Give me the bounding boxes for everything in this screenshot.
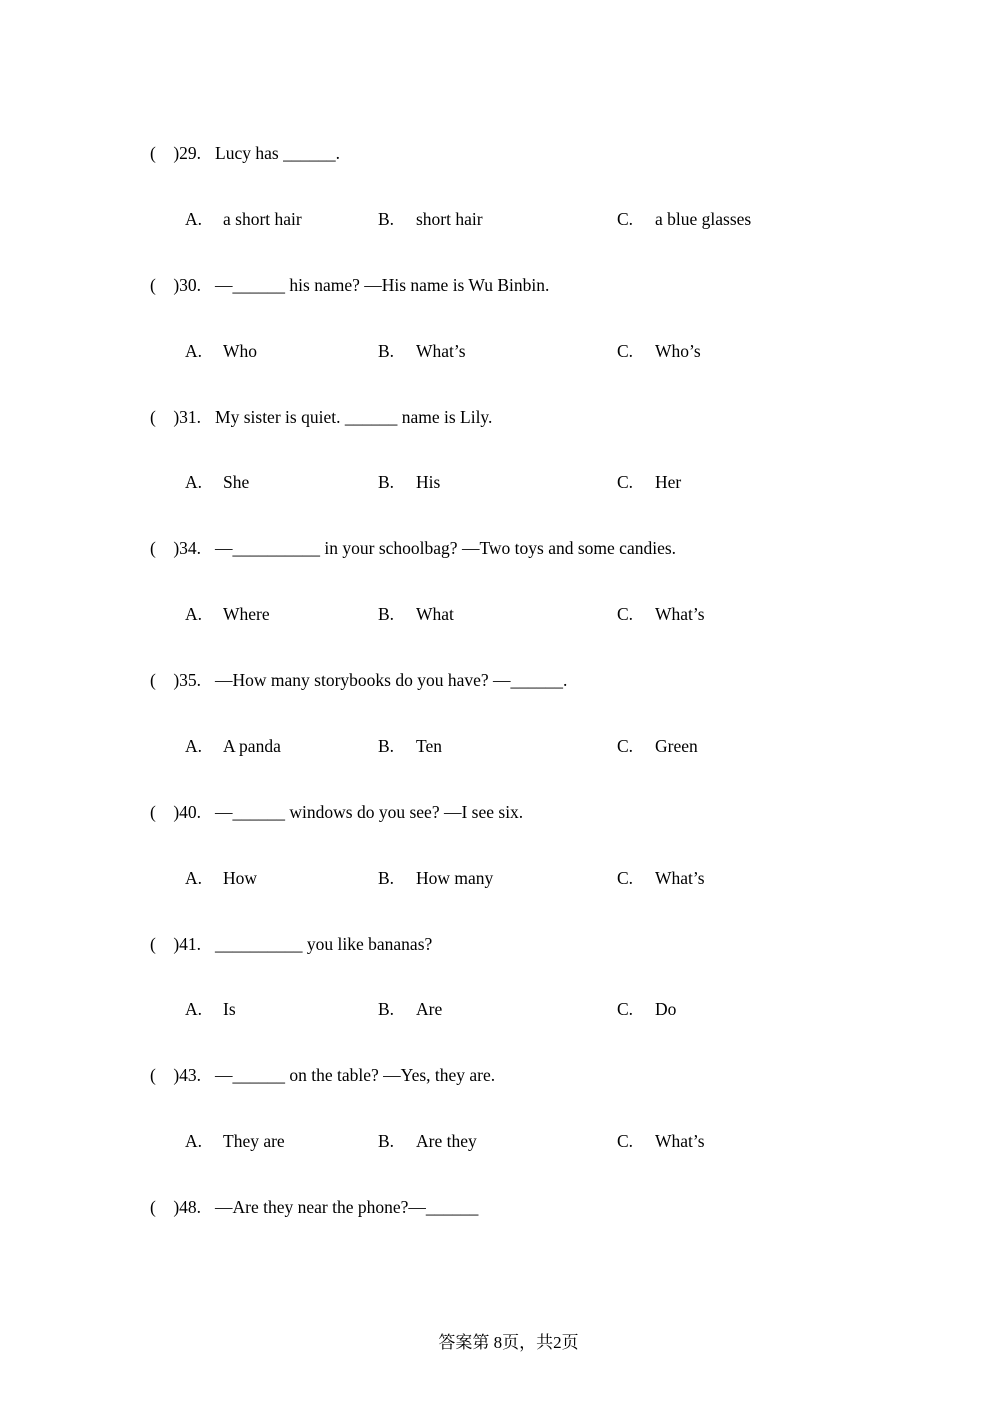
- option-text: A panda: [223, 735, 281, 756]
- question-number: ( )40.: [150, 801, 202, 822]
- option-c: [617, 582, 705, 648]
- option-text: Are: [416, 999, 443, 1020]
- option-letter: C.: [617, 472, 634, 493]
- option-letter: C.: [617, 340, 634, 361]
- options-line: [150, 450, 930, 516]
- option-text: Her: [655, 472, 682, 493]
- option-text: a blue glasses: [655, 208, 752, 229]
- option-b: [378, 582, 454, 648]
- option-text: She: [223, 472, 250, 493]
- question-number: ( )29.: [150, 143, 202, 163]
- option-text: What’s: [655, 1131, 705, 1152]
- option-c: [617, 1109, 705, 1175]
- option-c: [617, 714, 698, 780]
- question-prompt: —Are they near the phone?—______: [215, 1197, 479, 1217]
- option-letter: C.: [617, 1131, 634, 1152]
- option-c: [617, 450, 681, 516]
- option-text: What’s: [655, 867, 705, 888]
- question-number: ( )31.: [150, 406, 202, 427]
- option-letter: B.: [378, 208, 395, 229]
- option-letter: B.: [378, 1131, 395, 1152]
- question-number: ( )48.: [150, 1197, 202, 1217]
- question-line: [150, 1043, 930, 1109]
- option-letter: C.: [617, 208, 634, 229]
- option-a: [185, 1109, 285, 1175]
- option-text: What’s: [655, 604, 705, 625]
- questions-container: [150, 121, 930, 1241]
- page-footer: [0, 1298, 1000, 1388]
- question-line: [150, 780, 930, 846]
- option-c: [617, 846, 705, 912]
- option-letter: A.: [185, 604, 203, 625]
- question-prompt: —______ windows do you see? —I see six.: [215, 801, 524, 822]
- option-letter: B.: [378, 604, 395, 625]
- question-prompt: —______ on the table? —Yes, they are.: [215, 1065, 496, 1086]
- option-b: [378, 846, 493, 912]
- option-b: [378, 977, 442, 1043]
- option-text: What’s: [416, 340, 466, 361]
- option-text: How many: [416, 867, 494, 888]
- question-number: ( )41.: [150, 933, 202, 954]
- option-c: [617, 977, 676, 1043]
- option-b: [378, 450, 440, 516]
- option-letter: B.: [378, 867, 395, 888]
- options-line: [150, 582, 930, 648]
- options-line: [150, 714, 930, 780]
- option-a: [185, 846, 257, 912]
- question-line: [150, 648, 930, 714]
- option-text: Are they: [416, 1131, 477, 1152]
- option-text: short hair: [416, 208, 483, 229]
- option-text: Where: [223, 604, 270, 625]
- option-a: [185, 977, 236, 1043]
- option-letter: B.: [378, 999, 395, 1020]
- option-text: They are: [223, 1131, 285, 1152]
- question-line: [150, 253, 930, 319]
- option-a: [185, 450, 249, 516]
- question-line: [150, 1175, 930, 1241]
- option-b: [378, 714, 442, 780]
- options-line: [150, 1109, 930, 1175]
- question-prompt: —__________ in your schoolbag? —Two toys and some candies.: [215, 538, 677, 559]
- option-letter: B.: [378, 472, 395, 493]
- option-letter: A.: [185, 1131, 203, 1152]
- question-prompt: —How many storybooks do you have? —______.: [215, 670, 568, 690]
- question-prompt: Lucy has ______.: [215, 143, 340, 163]
- option-letter: C.: [617, 867, 634, 888]
- question-prompt: __________ you like bananas?: [215, 933, 433, 954]
- options-line: [150, 846, 930, 912]
- option-letter: C.: [617, 604, 634, 625]
- option-letter: B.: [378, 735, 395, 756]
- option-letter: C.: [617, 999, 634, 1020]
- options-line: [150, 319, 930, 385]
- option-letter: A.: [185, 999, 203, 1020]
- option-letter: A.: [185, 340, 203, 361]
- option-text: Do: [655, 999, 677, 1020]
- option-b: [378, 1109, 477, 1175]
- question-line: [150, 121, 930, 187]
- options-line: [150, 187, 930, 253]
- question-prompt: —______ his name? —His name is Wu Binbin.: [215, 274, 550, 295]
- option-letter: C.: [617, 735, 634, 756]
- footer-text: 答案第 8页，共2页: [438, 1333, 579, 1352]
- option-text: How: [223, 867, 258, 888]
- option-letter: A.: [185, 472, 203, 493]
- question-number: ( )43.: [150, 1065, 202, 1086]
- option-text: a short hair: [223, 208, 302, 229]
- option-letter: A.: [185, 208, 203, 229]
- question-prompt: My sister is quiet. ______ name is Lily.: [215, 406, 493, 427]
- question-line: [150, 385, 930, 451]
- question-number: ( )34.: [150, 538, 202, 559]
- option-letter: A.: [185, 867, 203, 888]
- options-line: [150, 977, 930, 1043]
- option-c: [617, 319, 701, 385]
- option-a: [185, 582, 270, 648]
- option-a: [185, 187, 302, 253]
- option-b: [378, 187, 483, 253]
- option-text: Green: [655, 735, 698, 756]
- option-letter: A.: [185, 735, 203, 756]
- option-text: His: [416, 472, 441, 493]
- option-c: [617, 187, 751, 253]
- option-a: [185, 319, 257, 385]
- option-text: Ten: [416, 735, 442, 756]
- option-text: Who: [223, 340, 258, 361]
- option-a: [185, 714, 281, 780]
- question-line: [150, 912, 930, 978]
- option-text: Is: [223, 999, 236, 1020]
- question-line: [150, 516, 930, 582]
- question-number: ( )35.: [150, 670, 202, 690]
- option-text: Who’s: [655, 340, 701, 361]
- option-b: [378, 319, 466, 385]
- option-letter: B.: [378, 340, 395, 361]
- question-number: ( )30.: [150, 274, 202, 295]
- option-text: What: [416, 604, 454, 625]
